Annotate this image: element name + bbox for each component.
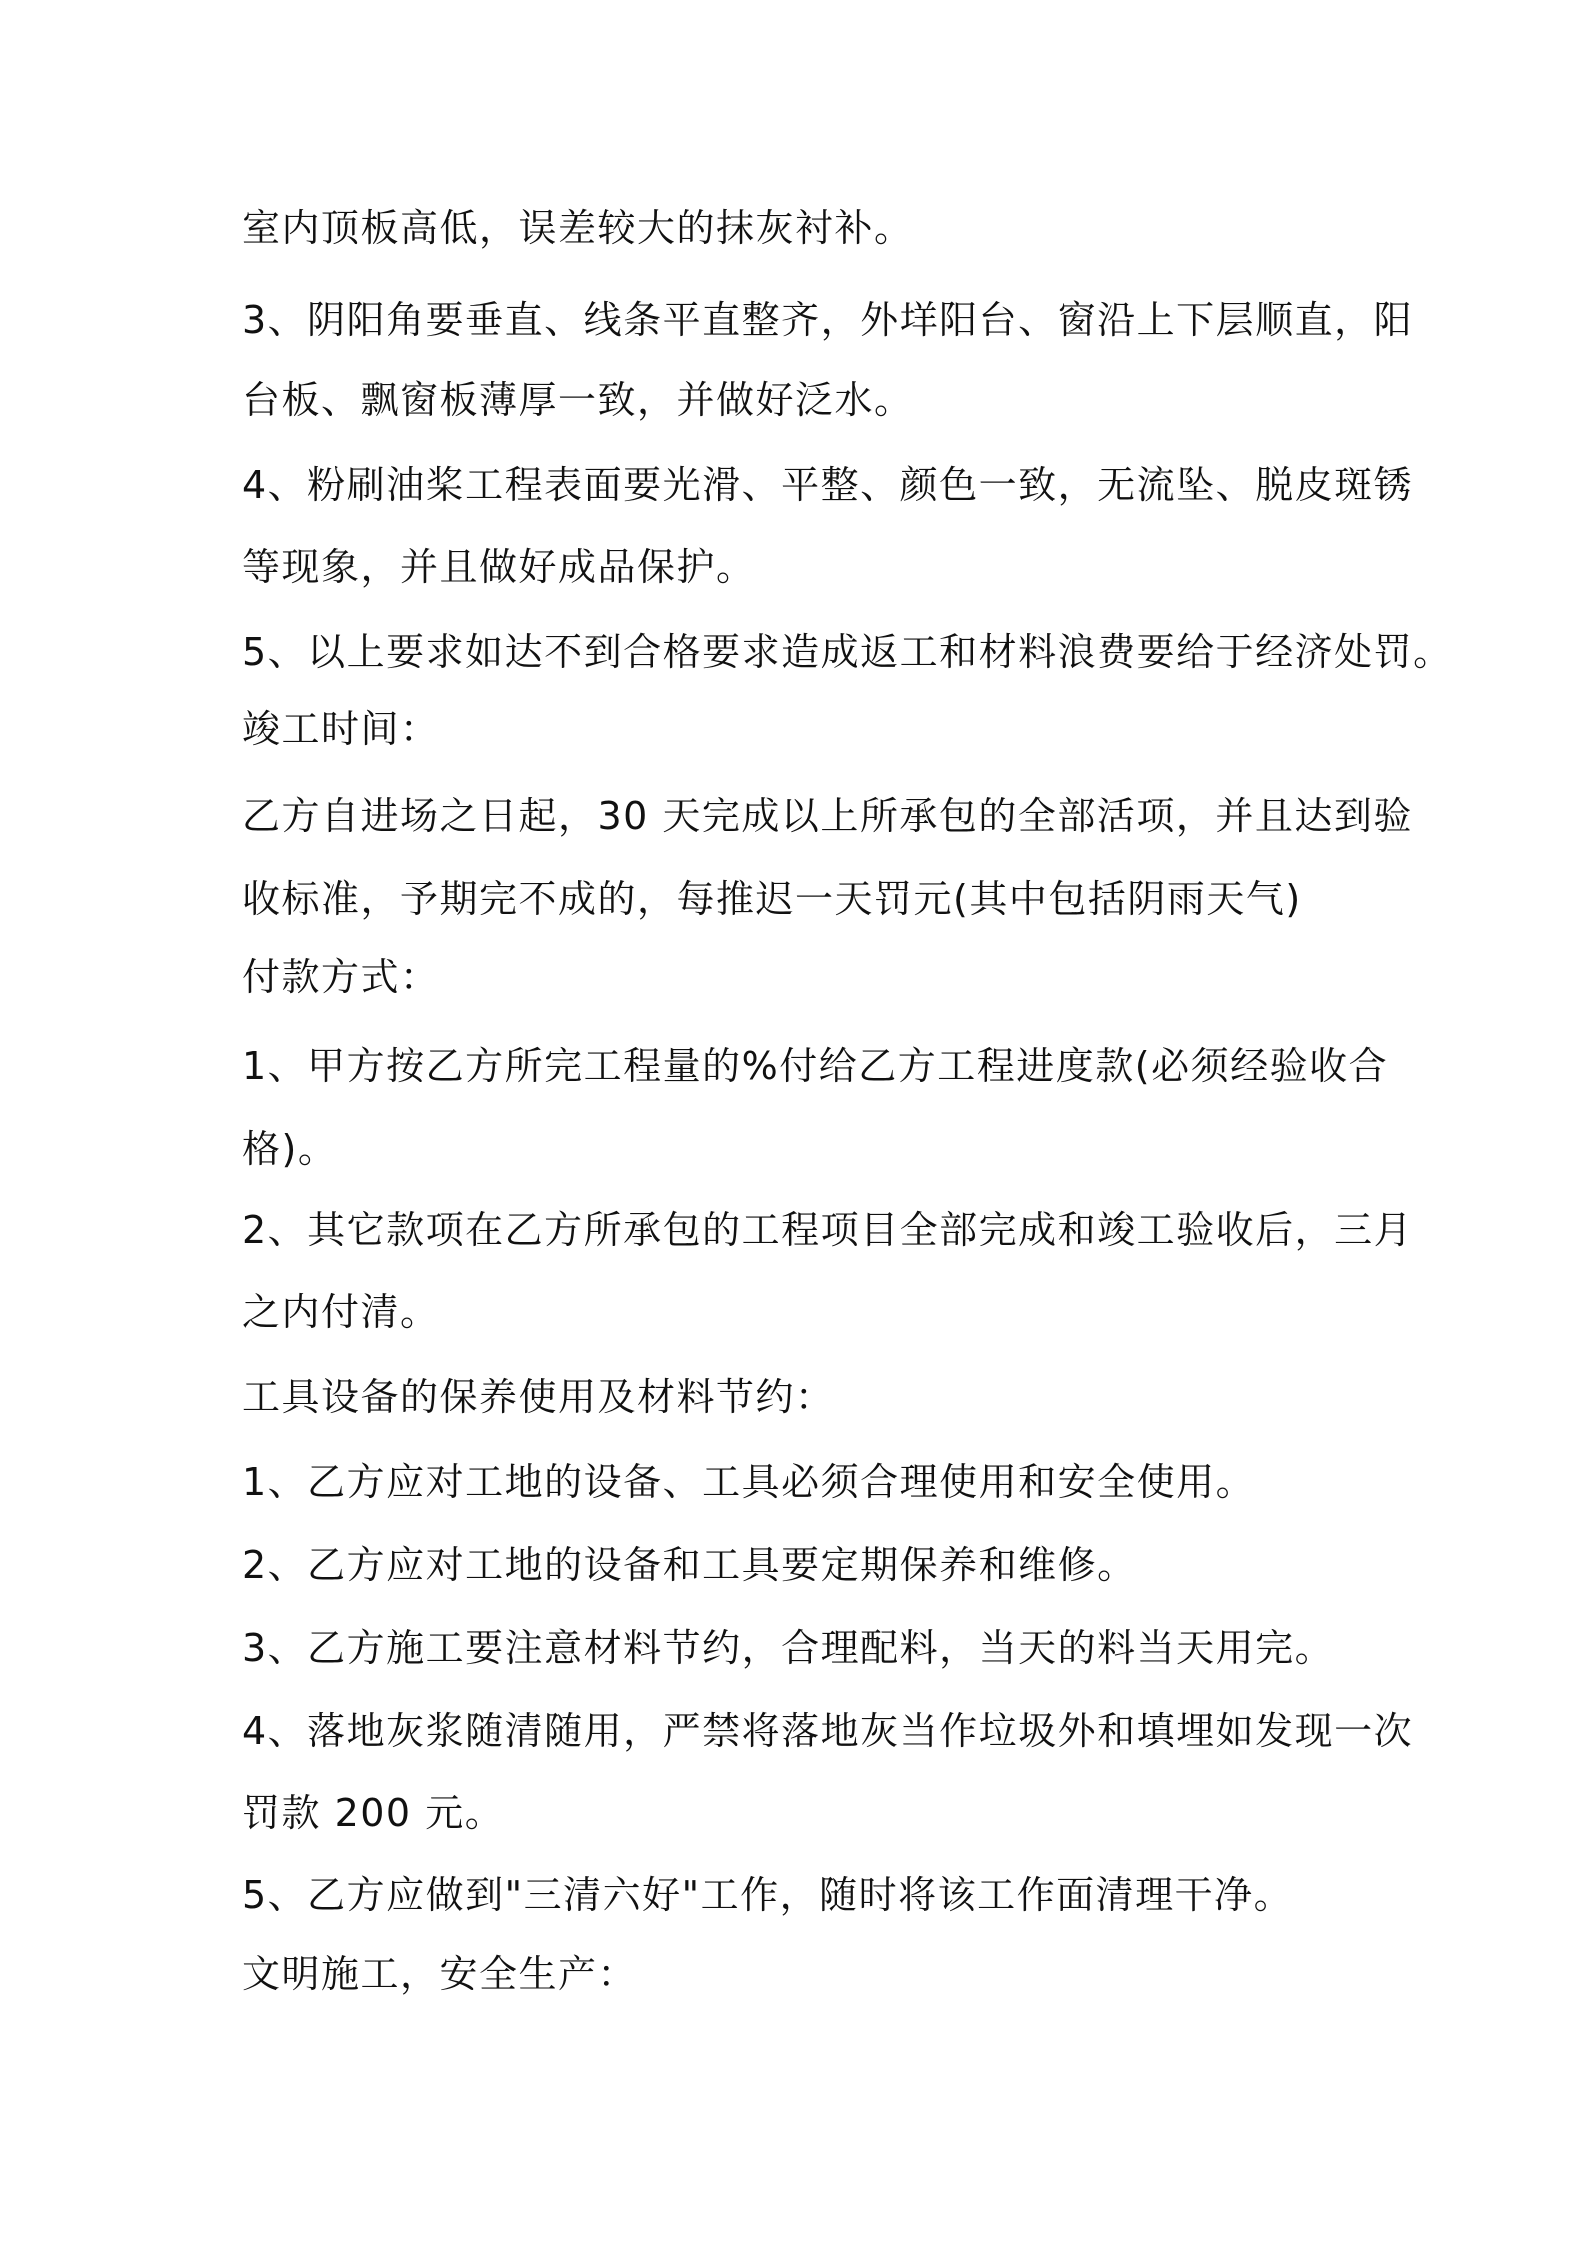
text-line: 1、甲方按乙方所完工程量的%付给乙方工程进度款(必须经验收合 [242, 1044, 1389, 1088]
section-heading: 工具设备的保养使用及材料节约： [242, 1375, 835, 1419]
text-line: 1、乙方应对工地的设备、工具必须合理使用和安全使用。 [242, 1460, 1256, 1504]
section-heading: 文明施工，安全生产： [242, 1952, 638, 1996]
text-line: 收标准，予期完不成的，每推迟一天罚元(其中包括阴雨天气) [242, 877, 1302, 921]
text-line: 台板、飘窗板薄厚一致，并做好泛水。 [242, 378, 914, 422]
text-line: 之内付清。 [242, 1290, 440, 1334]
text-line: 罚款 200 元。 [242, 1791, 505, 1835]
text-line: 3、阴阳角要垂直、线条平直整齐，外垟阳台、窗沿上下层顺直，阳 [242, 298, 1414, 342]
section-heading: 竣工时间： [242, 707, 440, 751]
text-line: 乙方自进场之日起，30 天完成以上所承包的全部活项，并且达到验 [242, 794, 1413, 838]
text-line: 等现象，并且做好成品保护。 [242, 545, 756, 589]
text-line: 4、落地灰浆随清随用，严禁将落地灰当作垃圾外和填埋如发现一次 [242, 1709, 1414, 1753]
text-line: 2、其它款项在乙方所承包的工程项目全部完成和竣工验收后，三月 [242, 1208, 1414, 1252]
text-line: 室内顶板高低，误差较大的抹灰衬补。 [242, 206, 914, 250]
section-heading: 付款方式： [242, 955, 440, 999]
text-line: 5、乙方应做到"三清六好"工作，随时将该工作面清理干净。 [242, 1873, 1294, 1917]
text-line: 5、以上要求如达不到合格要求造成返工和材料浪费要给于经济处罚。 [242, 630, 1453, 674]
text-line: 3、乙方施工要注意材料节约，合理配料，当天的料当天用完。 [242, 1626, 1335, 1670]
text-line: 4、粉刷油桨工程表面要光滑、平整、颜色一致，无流坠、脱皮斑锈 [242, 463, 1414, 507]
text-line: 2、乙方应对工地的设备和工具要定期保养和维修。 [242, 1543, 1137, 1587]
text-line: 格)。 [242, 1127, 338, 1171]
